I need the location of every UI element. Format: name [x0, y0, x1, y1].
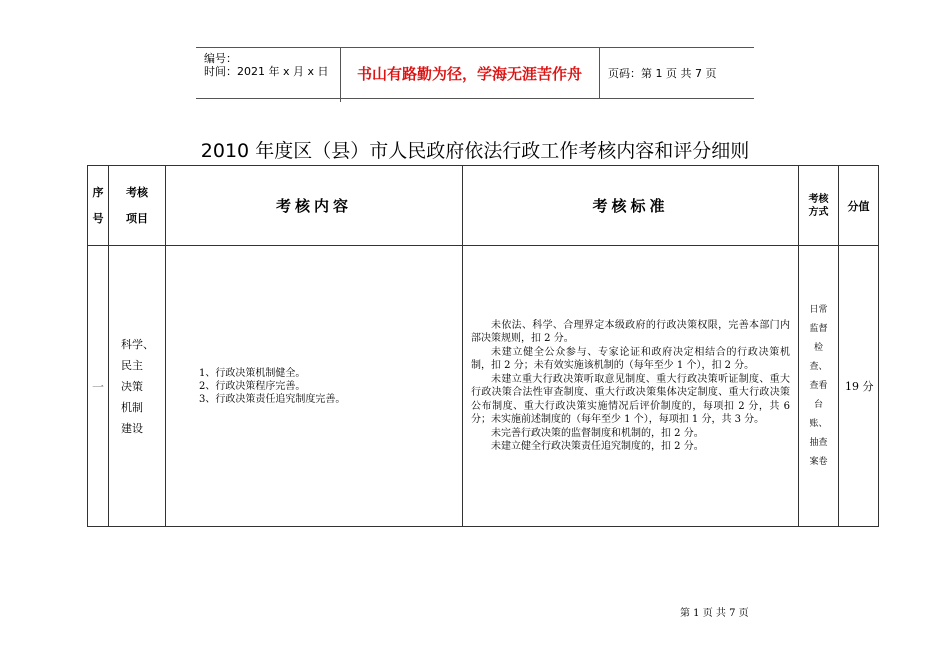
assessment-table — [87, 165, 879, 527]
item-line: 决策 — [121, 379, 143, 393]
header-item — [109, 166, 166, 246]
page-label: 页码：第 1 页 共 7 页 — [608, 67, 717, 80]
method-line: 查看 — [809, 380, 828, 391]
content-line: 2、行政决策程序完善。 — [199, 380, 306, 392]
item-line: 民主 — [121, 358, 143, 372]
header-motto: 书山有路勤为径，学海无涯苦作舟 — [340, 48, 600, 98]
header-method — [799, 166, 839, 246]
item-line: 机制 — [121, 400, 143, 414]
header-method-line2: 方式 — [808, 206, 829, 218]
row-method — [799, 246, 839, 527]
method-line: 案卷 — [809, 456, 828, 467]
header-seq — [88, 166, 109, 246]
method-line: 台 — [813, 399, 823, 410]
table-row — [88, 246, 879, 527]
content-line: 3、行政决策责任追究制度完善。 — [199, 393, 346, 405]
table-header-row — [88, 166, 879, 246]
standard-paragraph: 未建立重大行政决策听取意见制度、重大行政决策听证制度、重大行政决策合法性审查制度、重大行政决策集体决定制度、重大行政决策公布制度、重大行政决策实施情况后评价制度的，每项扣 2 分，共 6 分；未实施前述制度的（每年至少 1 个），每项扣 1 分，共 3 分。 — [471, 373, 790, 425]
method-line: 抽查 — [809, 437, 828, 448]
page-footer: 第 1 页 共 7 页 — [680, 608, 749, 619]
method-line: 日常 — [809, 304, 828, 315]
row-standard — [463, 246, 799, 527]
header-seq-line1: 序 — [92, 185, 104, 199]
document-title: 2010 年度区（县）市人民政府依法行政工作考核内容和评分细则 — [200, 140, 750, 162]
number-label: 编号： — [204, 52, 237, 65]
row-seq: 一 — [88, 246, 109, 527]
header-item-line1: 考核 — [126, 185, 148, 199]
header-seq-line2: 号 — [92, 211, 104, 225]
time-label: 时间：2021 年 x 月 x 日 — [204, 65, 329, 78]
method-line: 账、 — [809, 418, 828, 429]
header-meta — [196, 48, 341, 102]
standard-paragraph: 未建立健全行政决策责任追究制度的，扣 2 分。 — [491, 441, 704, 452]
standard-paragraph: 未依法、科学、合理界定本级政府的行政决策权限，完善本部门内部决策规则，扣 2 分。 — [471, 319, 790, 344]
header-score: 分值 — [839, 166, 879, 246]
row-content — [166, 246, 463, 527]
header-item-line2: 项目 — [126, 211, 148, 225]
document-header — [196, 47, 754, 99]
item-line: 科学、 — [121, 337, 154, 351]
content-line: 1、行政决策机制健全。 — [199, 367, 306, 379]
row-item — [109, 246, 166, 527]
header-content: 考核内容 — [166, 166, 463, 246]
header-method-line1: 考核 — [808, 193, 829, 205]
method-line: 查、 — [809, 361, 828, 372]
standard-paragraph: 未建立健全公众参与、专家论证和政府决定相结合的行政决策机制，扣 2 分；未有效实施该机制的（每年至少 1 个），扣 2 分。 — [471, 346, 790, 371]
row-score: 19 分 — [839, 246, 879, 527]
method-line: 监督 — [809, 323, 828, 334]
header-standard: 考核标准 — [463, 166, 799, 246]
item-line: 建设 — [121, 421, 143, 435]
standard-paragraph: 未完善行政决策的监督制度和机制的，扣 2 分。 — [491, 427, 704, 439]
method-line: 检 — [813, 342, 823, 353]
